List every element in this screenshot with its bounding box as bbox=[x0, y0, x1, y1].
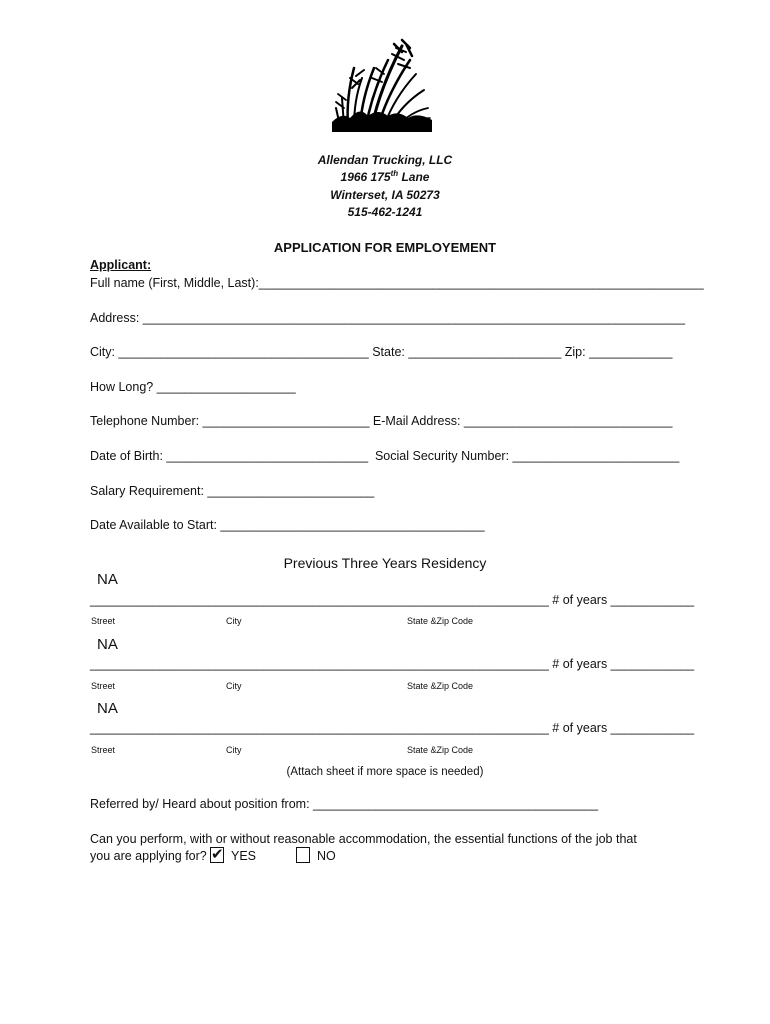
attach-note: (Attach sheet if more space is needed) bbox=[286, 766, 484, 778]
residency-3-line[interactable]: __________________________________________________________________ # of years ____________ bbox=[90, 721, 695, 735]
street-label: Street bbox=[91, 681, 116, 691]
company-logo-grass-icon bbox=[332, 38, 432, 132]
street-label: Street bbox=[91, 616, 116, 626]
residency-3-value[interactable]: NA bbox=[97, 700, 118, 717]
residency-2-value[interactable]: NA bbox=[97, 636, 118, 653]
company-phone: 515-462-1241 bbox=[347, 205, 423, 219]
yes-label: YES bbox=[231, 849, 257, 863]
company-name: Allendan Trucking, LLC bbox=[317, 153, 453, 167]
residency-title: Previous Three Years Residency bbox=[283, 555, 487, 571]
state-zip-label: State &Zip Code bbox=[407, 745, 474, 755]
salary-field[interactable]: Salary Requirement: ________________________ bbox=[90, 484, 375, 498]
city-label: City bbox=[226, 745, 242, 755]
yes-checkbox[interactable] bbox=[210, 847, 224, 863]
residency-1-value[interactable]: NA bbox=[97, 571, 118, 588]
city-state-zip-field[interactable]: City: ____________________________________ State: ______________________ Zip: ____________ bbox=[90, 345, 673, 359]
date-available-field[interactable]: Date Available to Start: ______________________________________ bbox=[90, 518, 485, 532]
checkmark-icon: ✔ bbox=[211, 845, 224, 863]
company-city: Winterset, IA 50273 bbox=[330, 188, 440, 202]
city-label: City bbox=[226, 681, 242, 691]
phone-email-field[interactable]: Telephone Number: ________________________ E-Mail Address: ______________________________ bbox=[90, 414, 673, 428]
no-label: NO bbox=[317, 849, 336, 863]
no-checkbox[interactable] bbox=[296, 847, 310, 863]
how-long-field[interactable]: How Long? ____________________ bbox=[90, 380, 296, 394]
city-label: City bbox=[226, 616, 242, 626]
full-name-field[interactable]: Full name (First, Middle, Last):________________________________________________________________ bbox=[90, 276, 704, 290]
street-label: Street bbox=[91, 745, 116, 755]
applicant-heading: Applicant: bbox=[90, 258, 152, 272]
state-zip-label: State &Zip Code bbox=[407, 616, 474, 626]
company-address: 1966 175th Lane bbox=[340, 169, 430, 184]
residency-2-line[interactable]: __________________________________________________________________ # of years ____________ bbox=[90, 657, 695, 671]
accommodation-question-cont: you are applying for? bbox=[90, 849, 207, 863]
address-field[interactable]: Address: ______________________________________________________________________________ bbox=[90, 311, 686, 325]
dob-ssn-field[interactable]: Date of Birth: _____________________________ Social Security Number: ________________________ bbox=[90, 449, 680, 463]
state-zip-label: State &Zip Code bbox=[407, 681, 474, 691]
form-title: APPLICATION FOR EMPLOYEMENT bbox=[273, 240, 497, 255]
residency-1-line[interactable]: __________________________________________________________________ # of years ____________ bbox=[90, 593, 695, 607]
referred-by-field[interactable]: Referred by/ Heard about position from: _________________________________________ bbox=[90, 797, 599, 811]
accommodation-question: Can you perform, with or without reasonable accommodation, the essential functions of the job that bbox=[90, 832, 637, 846]
